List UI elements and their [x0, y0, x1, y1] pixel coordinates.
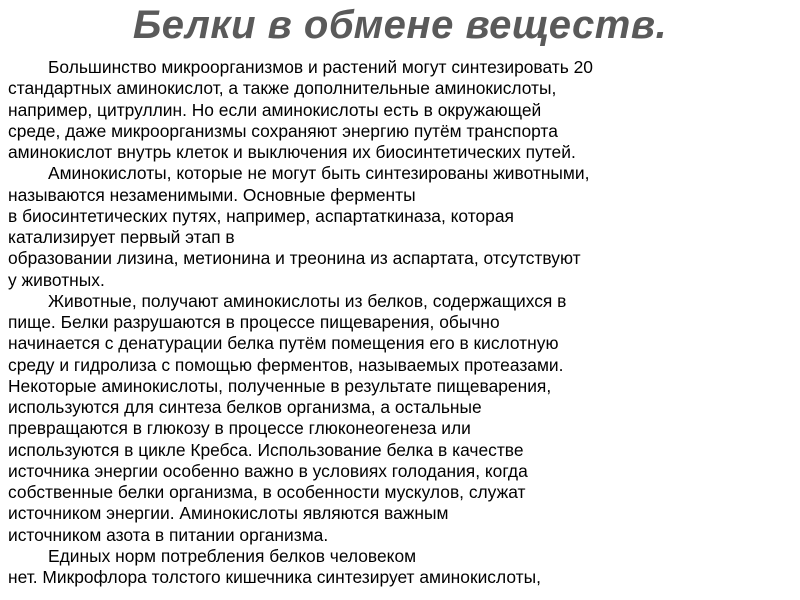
text-line: называются незаменимыми. Основные ферменты	[8, 184, 416, 205]
text-line: катализирует первый этап в	[8, 227, 235, 247]
text-line: используются для синтеза белков организма, а остальные	[8, 397, 482, 417]
text-line: Животные, получают аминокислоты из белков, содержащихся в	[48, 290, 567, 311]
text-line: например, цитруллин. Но если аминокислоты есть в окружающей	[8, 99, 542, 120]
text-line: собственные белки организма, в особенности мускулов, служат	[8, 482, 526, 502]
paragraph-4	[8, 546, 798, 589]
paragraph-3	[8, 291, 798, 546]
text-line: Некоторые аминокислоты, полученные в результате пищеварения,	[8, 375, 552, 396]
paragraph-2	[8, 163, 798, 291]
text-line: стандартных аминокислот, а также дополнительные аминокислоты,	[8, 78, 557, 99]
paragraph-1	[8, 57, 798, 163]
text-line: образовании лизина, метионина и треонина из аспартата, отсутствуют	[8, 248, 581, 269]
text-line: Единых норм потребления белков человеком	[48, 545, 417, 566]
text-line: источником энергии. Аминокислоты являются важным	[8, 503, 449, 524]
text-line: у животных.	[8, 269, 105, 290]
text-line: нет. Микрофлора толстого кишечника синтезирует аминокислоты,	[8, 567, 541, 587]
text-line: среде, даже микроорганизмы сохраняют энергию путём транспорта	[8, 120, 558, 141]
body-text	[8, 57, 798, 588]
text-line: начинается с денатурации белка путём помещения его в кислотную	[8, 333, 559, 354]
text-line: Большинство микроорганизмов и растений могут синтезировать 20	[48, 57, 593, 77]
slide-title: Белки в обмене веществ.	[132, 3, 668, 47]
text-line: в биосинтетических путях, например, аспартаткиназа, которая	[8, 205, 514, 226]
text-line: аминокислот внутрь клеток и выключения их биосинтетических путей.	[8, 142, 576, 162]
text-line: превращаются в глюкозу в процессе глюконеогенеза или	[8, 418, 471, 439]
text-line: источника энергии особенно важно в условиях голодания, когда	[8, 460, 528, 481]
text-line: используются в цикле Кребса. Использование белка в качестве	[8, 439, 524, 460]
text-line: пище. Белки разрушаются в процессе пищеварения, обычно	[8, 312, 500, 332]
text-line: источником азота в питании организма.	[8, 524, 329, 545]
text-line: среду и гидролиза с помощью ферментов, называемых протеазами.	[8, 354, 564, 375]
text-line: Аминокислоты, которые не могут быть синтезированы животными,	[48, 163, 590, 184]
